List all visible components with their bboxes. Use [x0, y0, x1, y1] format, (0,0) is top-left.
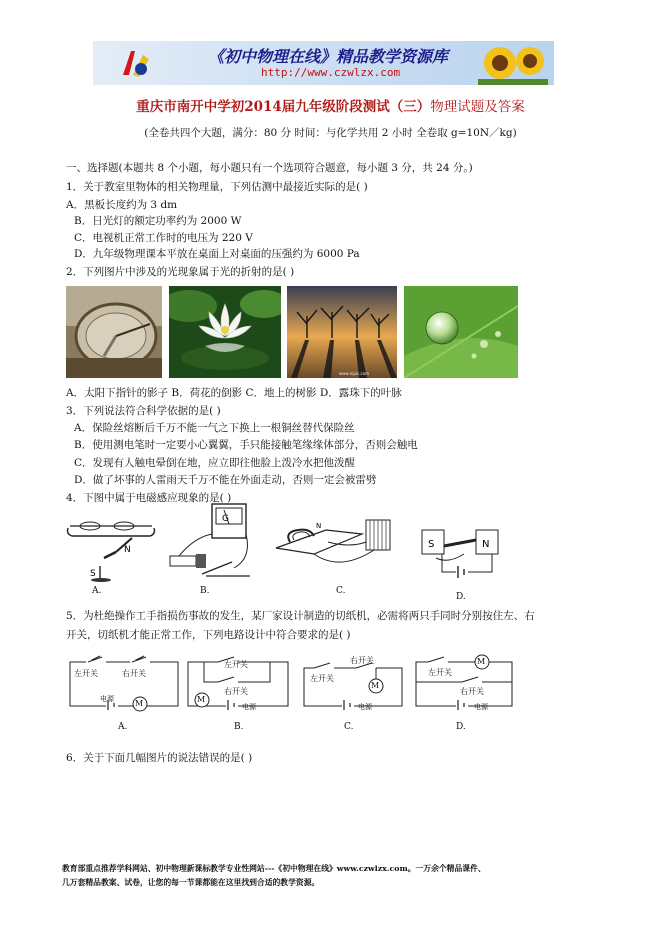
q1-stem: 1．关于教室里物体的相关物理量，下列估测中最接近实际的是( )	[66, 181, 368, 193]
q5-label-a: A.	[118, 722, 128, 732]
q1-option-b: B．日光灯的额定功率约为 2000 W	[74, 215, 242, 227]
q2-options: A．太阳下指针的影子 B．荷花的倒影 C．地上的树影 D．露珠下的叶脉	[66, 387, 402, 399]
q4-diagram-a	[64, 506, 164, 584]
svg-text:S: S	[428, 539, 435, 550]
q2-stem: 2．下列图片中涉及的光现象属于光的折射的是( )	[66, 266, 295, 278]
q4-label-c: C.	[336, 586, 346, 596]
q3-option-c: C．发现有人触电晕倒在地，应立即往他脸上泼冷水把他泼醒	[74, 457, 356, 469]
motor-label: M	[371, 681, 380, 690]
q3-stem: 3．下列说法符合科学依据的是( )	[66, 405, 221, 417]
title-tail: 物理试题及答案	[430, 99, 525, 115]
page-footer	[62, 862, 486, 890]
q4-stem: 4．下图中属于电磁感应现象的是( )	[66, 492, 232, 504]
q5-stem-line2: 开关，切纸机才能正常工作，下列电路设计中符合要求的是( )	[66, 629, 351, 641]
q4-diagram-c	[270, 512, 400, 584]
label-s: S	[90, 569, 96, 579]
right-switch-label: 右开关	[224, 687, 248, 696]
lotus-photo	[169, 286, 281, 378]
label-n: N	[124, 545, 131, 555]
q4-label-b: B.	[200, 586, 210, 596]
motor-label: M	[135, 699, 144, 708]
right-switch-label: 右开关	[350, 656, 374, 665]
section-heading: 一、选择题(本题共 8 个小题，每小题只有一个选项符合题意，每小题 3 分，共 24 分。)	[66, 162, 473, 174]
svg-text:N: N	[316, 522, 322, 530]
q6-stem: 6．关于下面几幅图片的说法错误的是( )	[66, 752, 253, 764]
site-banner	[93, 41, 554, 85]
q5-label-d: D.	[456, 722, 466, 732]
tree-shadow-photo	[287, 286, 397, 378]
q5-circuit-a	[66, 654, 182, 712]
q5-circuit-d	[412, 650, 516, 712]
motor-label: M	[477, 657, 486, 666]
power-label: 电源	[100, 695, 114, 703]
left-switch-label: 左开关	[74, 669, 98, 678]
q4-label-a: A.	[92, 586, 102, 596]
photo-watermark: www.nipic.com	[339, 371, 370, 376]
q3-option-a: A．保险丝熔断后千万不能一气之下换上一根铜丝替代保险丝	[74, 422, 355, 434]
q3-option-b: B．使用测电笔时一定要小心翼翼，手只能接触笔缘缘体部分，否则会触电	[74, 439, 418, 451]
banner-title: 《初中物理在线》精品教学资源库	[208, 47, 449, 66]
label-g: G	[222, 514, 229, 524]
exam-info: (全卷共四个大题，满分：80 分 时间：与化学共用 2 小时 全卷取 g=10N／kg)	[144, 127, 517, 139]
q4-diagram-b	[162, 498, 260, 584]
q1-option-a: A．黑板长度约为 3 dm	[66, 199, 178, 211]
q5-circuit-c	[300, 654, 406, 712]
q5-stem-line1: 5．为杜绝操作工手指损伤事故的发生，某厂家设计制造的切纸机，必需将两只手同时分别按住左、右	[66, 610, 535, 622]
power-label: 电源	[242, 703, 256, 711]
left-switch-label: 左开关	[224, 660, 248, 669]
power-label: 电源	[474, 703, 488, 711]
q5-label-c: C.	[344, 722, 354, 732]
q4-label-d: D.	[456, 592, 466, 602]
footer-line2: 几万套精品教案、试卷，让您的每一节课都能在这里找到合适的教学资源。	[62, 878, 320, 887]
right-switch-label: 右开关	[460, 687, 484, 696]
dewdrop-photo	[404, 286, 518, 378]
right-switch-label: 右开关	[122, 669, 146, 678]
sundial-photo	[66, 286, 162, 378]
motor-label: M	[197, 695, 206, 704]
q5-circuit-b	[184, 654, 292, 712]
page-title	[0, 95, 661, 115]
q3-option-d: D．做了坏事的人雷雨天千万不能在外面走动，否则一定会被雷劈	[74, 474, 377, 486]
q5-label-b: B.	[234, 722, 244, 732]
left-switch-label: 左开关	[310, 674, 334, 683]
power-label: 电源	[358, 703, 372, 711]
left-switch-label: 左开关	[428, 668, 452, 677]
site-logo-icon	[119, 45, 155, 81]
sunflower-icon	[478, 43, 548, 85]
q1-option-d: D．九年级物理课本平放在桌面上对桌面的压强约为 6000 Pa	[74, 248, 360, 260]
q4-diagram-d	[412, 524, 508, 586]
banner-url: http://www.czwlzx.com	[261, 66, 401, 79]
footer-line1: 教育部重点推荐学科网站、初中物理新课标教学专业性网站---《初中物理在线》www.czwlzx.com。一万余个精品课件、	[62, 864, 486, 873]
title-main: 重庆市南开中学初2014届九年级阶段测试（三）	[136, 99, 431, 115]
svg-text:N: N	[482, 539, 490, 550]
q1-option-c: C．电视机正常工作时的电压为 220 V	[74, 232, 253, 244]
